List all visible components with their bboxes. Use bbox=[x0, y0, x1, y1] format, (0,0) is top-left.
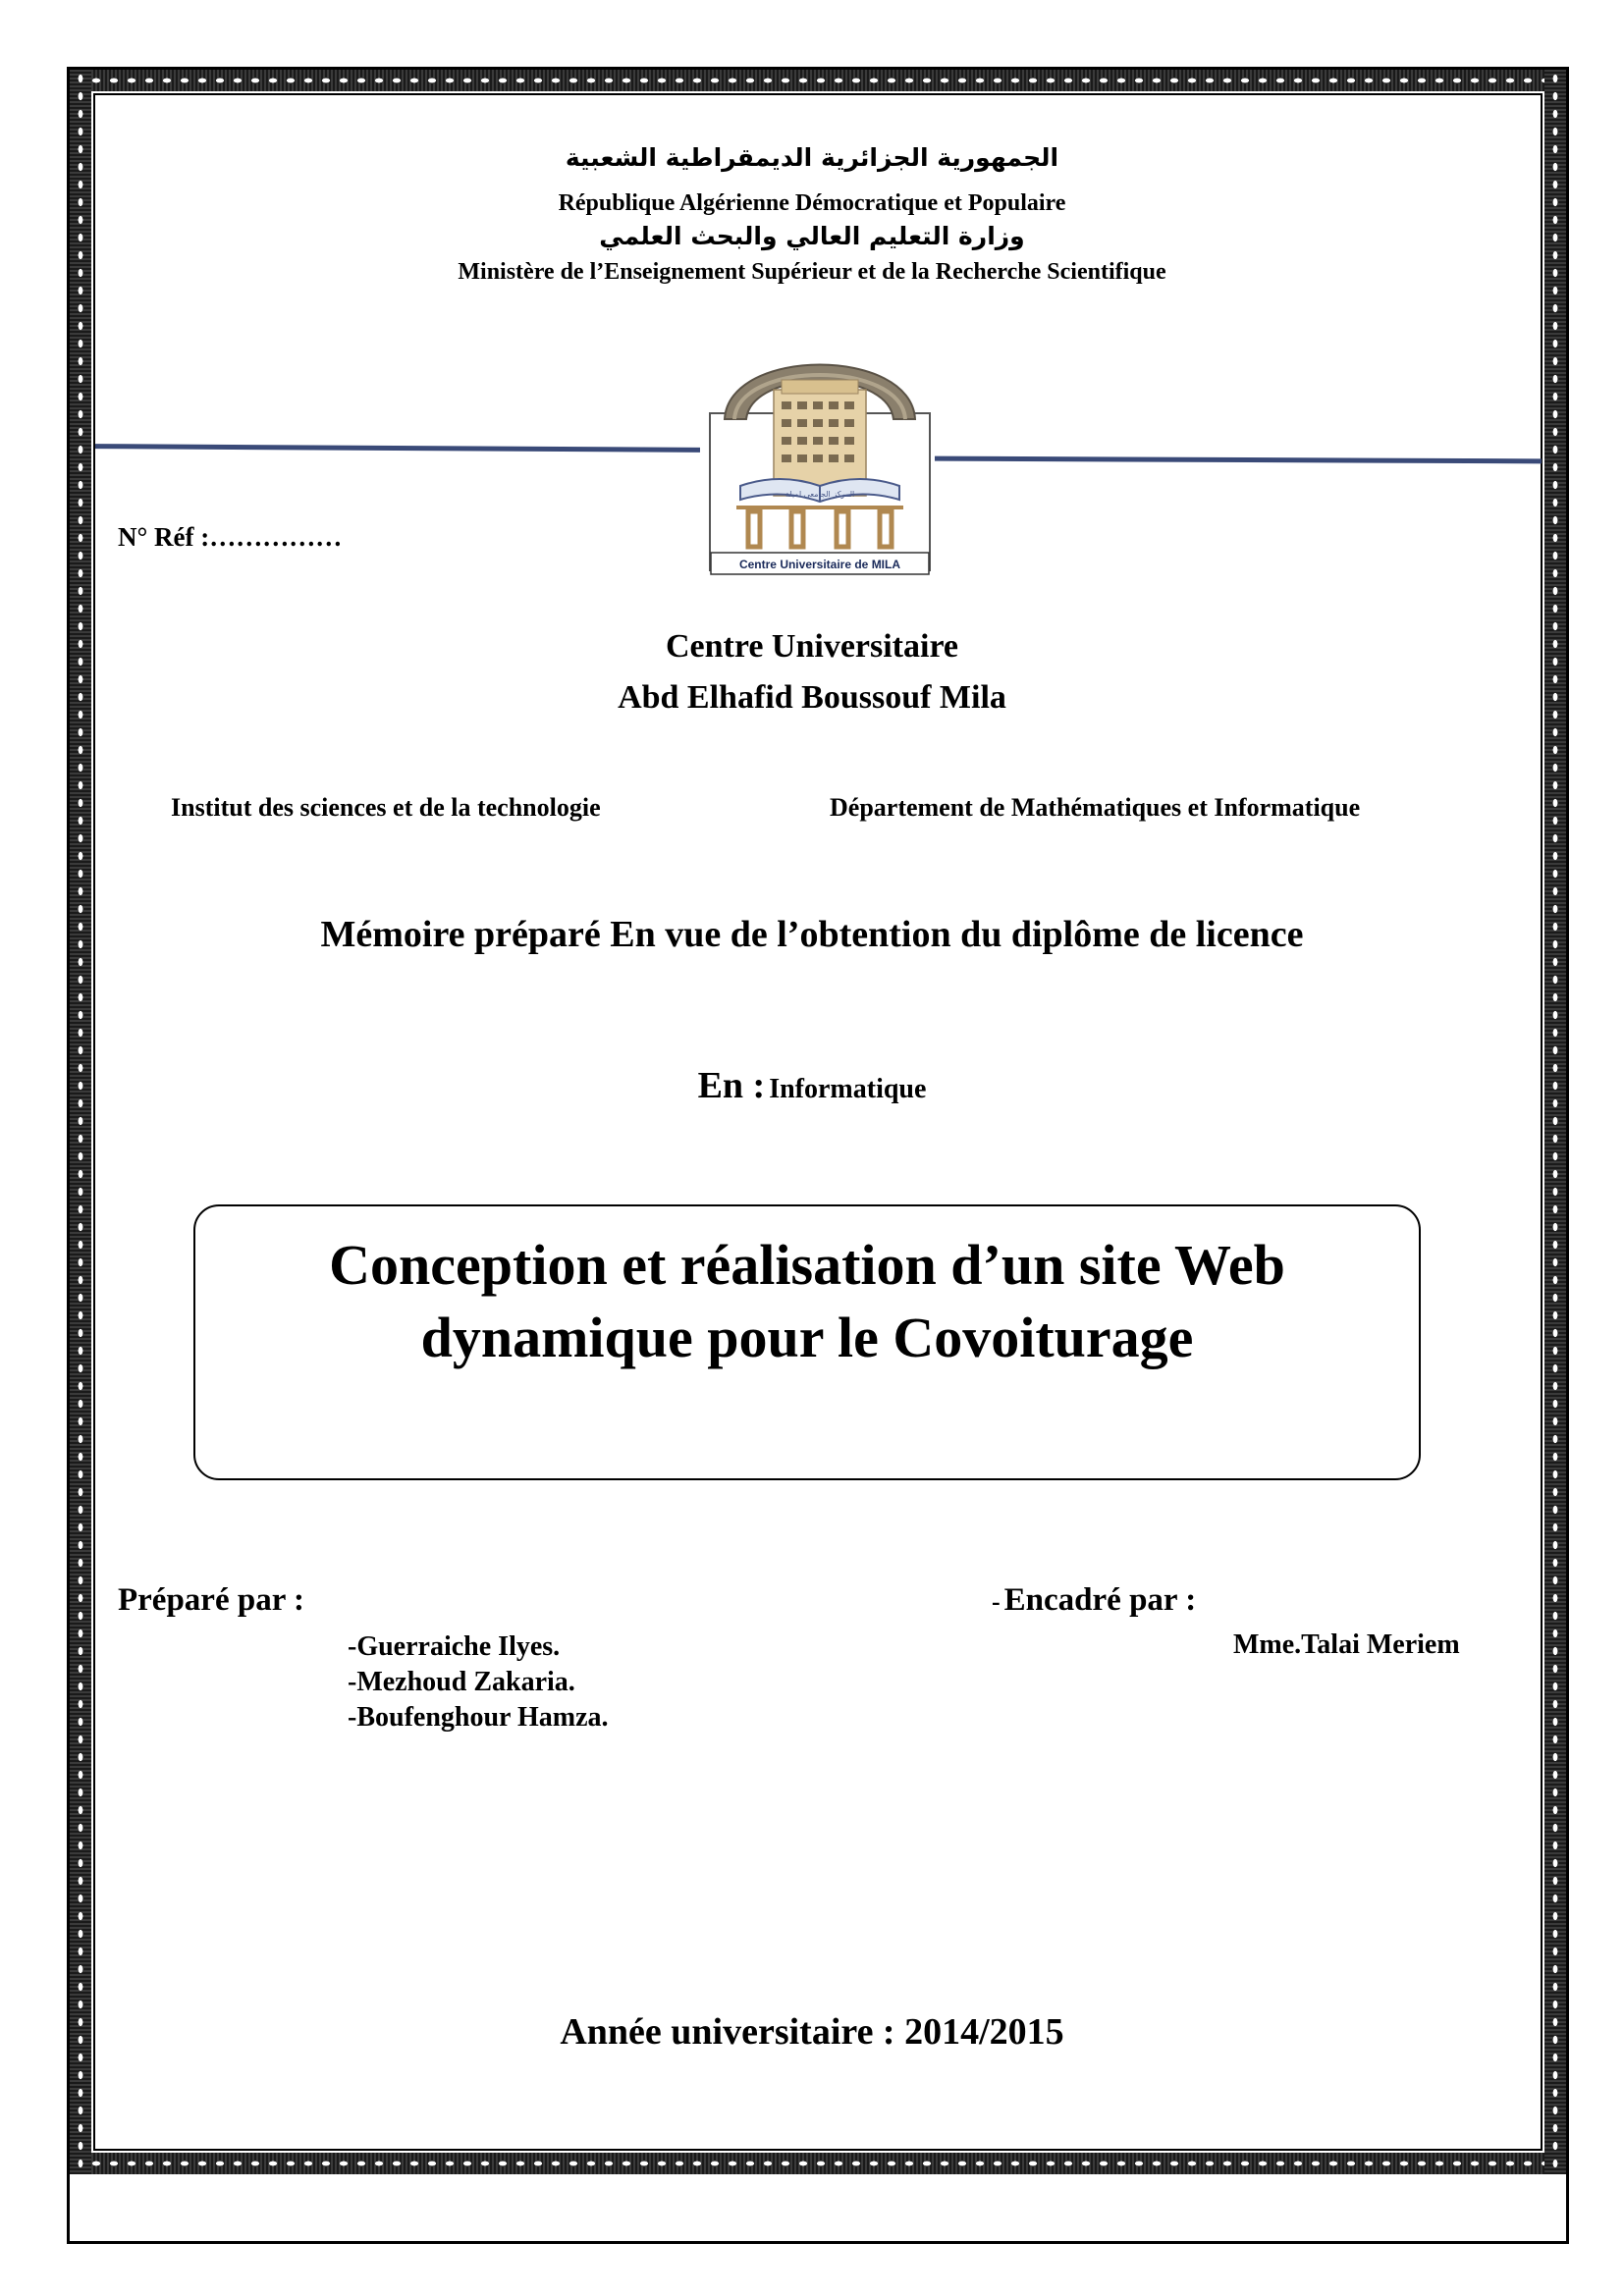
supervised-by-label: Encadré par : bbox=[1003, 1582, 1197, 1618]
field-label: En : bbox=[697, 1065, 766, 1106]
academic-year: Année universitaire : 2014/2015 bbox=[560, 2011, 1064, 2053]
border-band-top bbox=[70, 70, 1566, 91]
thesis-title bbox=[193, 1229, 1421, 1374]
institution-line1: Centre Universitaire bbox=[665, 628, 959, 665]
supervised-by-line bbox=[992, 1582, 1196, 1619]
border-band-bottom bbox=[70, 2153, 1566, 2174]
arabic-republic-line: الجمهورية الجزائرية الديمقراطية الشعبية bbox=[565, 143, 1059, 172]
ministry-line: Ministère de l’Enseignement Supérieur et de la Recherche Scientifique bbox=[458, 259, 1166, 285]
author-name: -Mezhoud Zakaria. bbox=[348, 1667, 575, 1697]
thesis-title-line2: dynamique pour le Covoiturage bbox=[420, 1306, 1194, 1369]
thesis-title-line1: Conception et réalisation d’un site Web bbox=[329, 1233, 1285, 1297]
field-value: Informatique bbox=[769, 1074, 927, 1104]
reference-number: N° Réf :…………… bbox=[118, 522, 343, 552]
border-band-right bbox=[1544, 70, 1566, 2174]
logo-arabic-caption: المركز الجامعي لميلة bbox=[785, 490, 855, 499]
border-band-left bbox=[70, 70, 91, 2174]
arabic-ministry-line: وزارة التعليم العالي والبحث العلمي bbox=[599, 222, 1025, 250]
author-name: -Guerraiche Ilyes. bbox=[348, 1631, 561, 1662]
institute-name: Institut des sciences et de la technologie bbox=[171, 793, 601, 822]
institution-line2: Abd Elhafid Boussouf Mila bbox=[618, 679, 1006, 716]
prepared-by-label: Préparé par : bbox=[118, 1582, 304, 1618]
department-name: Département de Mathématiques et Informatique bbox=[830, 793, 1361, 822]
logo-caption: Centre Universitaire de MILA bbox=[738, 558, 901, 571]
authors-list bbox=[348, 1629, 609, 1735]
university-logo-emblem bbox=[701, 329, 939, 579]
author-name: -Boufenghour Hamza. bbox=[348, 1702, 609, 1733]
supervisor-name: Mme.Talai Meriem bbox=[1233, 1629, 1460, 1660]
memoire-purpose: Mémoire préparé En vue de l’obtention du diplôme de licence bbox=[320, 914, 1304, 955]
field-line bbox=[0, 1064, 1624, 1107]
republic-line: République Algérienne Démocratique et Populaire bbox=[558, 190, 1066, 216]
supervised-dash: - bbox=[992, 1587, 1001, 1616]
